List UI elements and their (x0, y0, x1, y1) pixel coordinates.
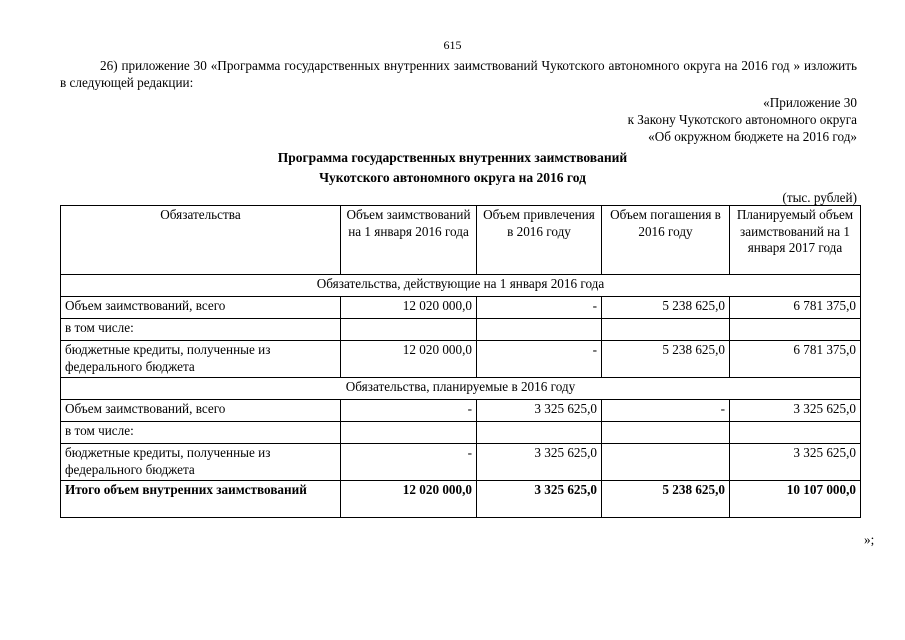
section-row (61, 378, 861, 400)
total-repayment: 5 238 625,0 (602, 481, 730, 518)
total-attraction: 3 325 625,0 (477, 481, 602, 518)
row-label: в том числе: (61, 422, 341, 444)
table-header-row (61, 206, 861, 275)
document-title-line-2: Чукотского автономного округа на 2016 год (319, 170, 586, 185)
cell-repayment (602, 422, 730, 444)
cell-end-volume: 6 781 375,0 (730, 341, 861, 378)
borrowing-table (60, 205, 861, 518)
column-header-start-volume: Объем заимствований на 1 января 2016 года (341, 206, 477, 275)
total-start-volume: 12 020 000,0 (341, 481, 477, 518)
table-row (61, 297, 861, 319)
row-label: Объем заимствований, всего (61, 297, 341, 319)
cell-attraction (477, 319, 602, 341)
cell-end-volume (730, 422, 861, 444)
appendix-law: к Закону Чукотского автономного округа (627, 112, 857, 127)
intro-line-1: 26) приложение 30 «Программа государственных внутренних заимствований Чукотского автономного округа на (100, 58, 738, 73)
cell-repayment: 5 238 625,0 (602, 341, 730, 378)
total-row (61, 481, 861, 518)
cell-repayment (602, 319, 730, 341)
section-planned-obligations: Обязательства, планируемые в 2016 году (61, 378, 861, 400)
closing-quote: »; (864, 532, 875, 547)
cell-start-volume (341, 319, 477, 341)
cell-attraction: 3 325 625,0 (477, 400, 602, 422)
column-header-repayment: Объем погашения в 2016 году (602, 206, 730, 275)
table-row (61, 422, 861, 444)
table-row (61, 444, 861, 481)
cell-end-volume: 6 781 375,0 (730, 297, 861, 319)
cell-attraction: - (477, 297, 602, 319)
column-header-attraction: Объем привлечения в 2016 году (477, 206, 602, 275)
cell-attraction: 3 325 625,0 (477, 444, 602, 481)
appendix-law-title: «Об окружном бюджете на 2016 год» (648, 129, 857, 144)
total-label: Итого объем внутренних заимствований (61, 481, 341, 518)
table-row (61, 341, 861, 378)
table-row (61, 319, 861, 341)
cell-end-volume (730, 319, 861, 341)
cell-start-volume: 12 020 000,0 (341, 341, 477, 378)
document-title-line-1: Программа государственных внутренних заимствований (277, 150, 628, 165)
section-existing-obligations: Обязательства, действующие на 1 января 2016 года (61, 275, 861, 297)
intro-paragraph (60, 58, 857, 91)
units-note: (тыс. рублей) (782, 190, 857, 205)
cell-repayment: 5 238 625,0 (602, 297, 730, 319)
intro-line-2: 2016 год » изложить в следующей редакции: (60, 58, 858, 90)
cell-attraction (477, 422, 602, 444)
column-header-end-volume: Планируемый объем заимствований на 1 января 2017 года (730, 206, 861, 275)
cell-attraction: - (477, 341, 602, 378)
row-label: бюджетные кредиты, полученные из федерального бюджета (61, 444, 341, 481)
cell-end-volume: 3 325 625,0 (730, 400, 861, 422)
section-row (61, 275, 861, 297)
cell-start-volume: - (341, 400, 477, 422)
appendix-heading: «Приложение 30 (763, 95, 857, 110)
total-end-volume: 10 107 000,0 (730, 481, 861, 518)
cell-start-volume (341, 422, 477, 444)
column-header-obligations: Обязательства (61, 206, 341, 275)
cell-repayment: - (602, 400, 730, 422)
table-row (61, 400, 861, 422)
row-label: бюджетные кредиты, полученные из федерального бюджета (61, 341, 341, 378)
row-label: в том числе: (61, 319, 341, 341)
cell-start-volume: 12 020 000,0 (341, 297, 477, 319)
page-number: 615 (443, 38, 462, 52)
row-label: Объем заимствований, всего (61, 400, 341, 422)
cell-start-volume: - (341, 444, 477, 481)
cell-repayment (602, 444, 730, 481)
cell-end-volume: 3 325 625,0 (730, 444, 861, 481)
